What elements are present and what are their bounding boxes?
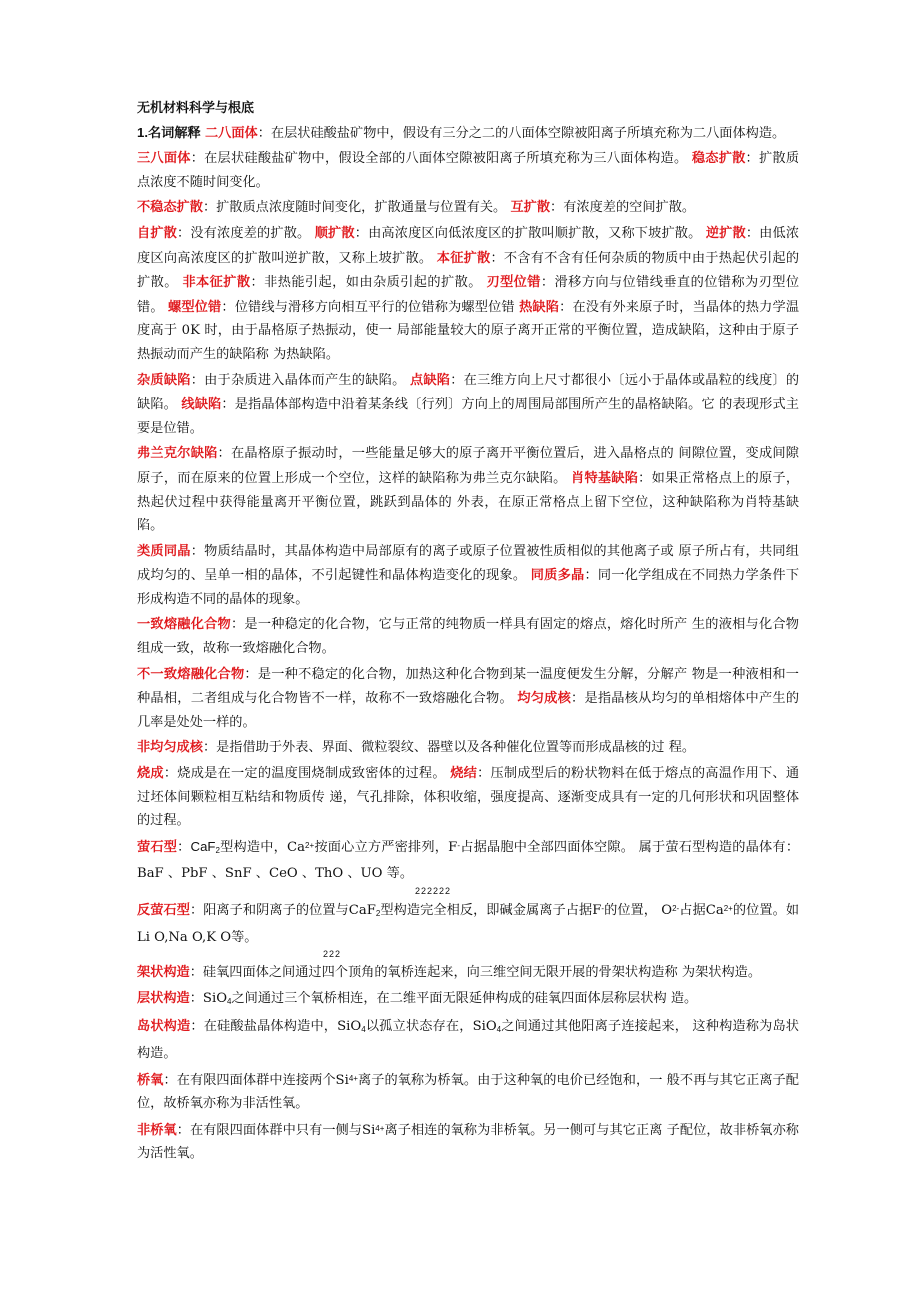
definition: ：在晶格原子振动时，一些能量足够大的原子离开平衡位置后，进入晶格点的 间隙位置，变成间隙原子，而在原来的位置上形成一个空位，这样的缺陷称为弗兰克尔缺陷。 (137, 446, 799, 486)
term: 非本征扩散 (182, 274, 251, 290)
term: 三八面体 (137, 150, 191, 166)
entry-paragraph (137, 735, 799, 760)
definition: ：非热能引起，如由杂质引起的扩散。 (250, 275, 482, 291)
subscript: 2 (215, 845, 220, 855)
term: 非均匀成核 (137, 739, 203, 755)
term: 热缺陷 (519, 298, 560, 314)
definition: 的位置。如Li O,Na O,K O等。 (137, 903, 800, 945)
definition: ：SiO (189, 990, 228, 1006)
term: 反萤石型 (137, 902, 190, 917)
entry-paragraph (137, 986, 799, 1014)
entry-paragraph (137, 960, 799, 985)
definition: ：在硅酸盐晶体构造中，SiO (190, 1019, 362, 1035)
definition: 以孤立状态存在，SiO (365, 1019, 497, 1035)
term: 点缺陷 (409, 371, 451, 387)
term: 均匀成核 (517, 690, 572, 706)
entry-paragraph (137, 146, 799, 194)
term: 逆扩散 (705, 224, 746, 240)
definition: ：如果正常格点上的原子，热起伏过程中获得能量离开平衡位置，跳跃到晶体的 外表，在原正常格点上留下空位，这种缺陷称为肖特基缺陷。 (137, 470, 800, 534)
term: 本征扩散 (436, 249, 491, 265)
definition: ：是指晶体部构造中沿着某条线〔行列〕方向上的周围局部围所产生的晶格缺陷。它 的表现形式主要是位错。 (137, 397, 799, 436)
entry-paragraph (137, 897, 799, 959)
term: 杂质缺陷 (137, 371, 191, 387)
definition: ：在三维方向上尺寸都很小〔远小于晶体或晶粒的线度〕的缺陷。 (137, 372, 800, 413)
definition: ：在没有外来原子时，当晶体的热力学温度高于 0K 时，由于晶格原子热振动，使一 局部能量较大的原子离开正常的平衡位置，造成缺陷，这种由于原子热振动而产生的缺陷称 为热缺陷。 (137, 299, 800, 362)
entry-paragraph (137, 761, 799, 833)
document-body (137, 96, 799, 1166)
definition: ：是一种不稳定的化合物，加热这种化合物到某一温度便发生分解，分解产 物是一种液相和一种晶相，二者组成与化合物皆不一样，故称不一致熔融化合物。 (137, 666, 799, 707)
entry-paragraph (137, 221, 799, 367)
superscript: - (601, 904, 605, 913)
term: 刃型位错 (486, 274, 541, 290)
definition: ：在有限四面体群中连接两个Si (163, 1072, 349, 1088)
superscript: - (457, 840, 460, 850)
term: 肖特基缺陷 (571, 469, 639, 485)
superscript: 4+ (375, 1123, 385, 1133)
definition: ：不含有不含有任何杂质的物质中由于热起伏引起的扩散。 (137, 250, 800, 291)
term: 二八面体 (204, 124, 258, 140)
subscript-row: 222 (323, 949, 342, 960)
subscript: 4 (227, 996, 232, 1006)
subscript: 4 (361, 1025, 366, 1035)
entry-paragraph (137, 662, 799, 735)
definition: ：扩散质点浓度随时间变化，扩散通量与位置有关。 (202, 200, 507, 216)
term: 不稳态扩散 (137, 199, 203, 215)
term: 桥氧 (137, 1071, 164, 1087)
term: 萤石型 (137, 838, 178, 854)
term: 烧结 (450, 765, 478, 781)
definition: 的位置， O (604, 903, 673, 918)
definition: ：是一种稳定的化合物，它与正常的纯物质一样具有固定的熔点，熔化时所产 生的液相与化合物组成一致，故称一致熔融化合物。 (137, 617, 799, 657)
definition: ：同一化学组成在不同热力学条件下形成构造不同的晶体的现象。 (137, 568, 800, 607)
entry-paragraph (137, 121, 799, 146)
term: 类质同晶 (137, 542, 191, 558)
term: 不一致熔融化合物 (137, 665, 245, 681)
definition: 之间通过其他阳离子连接起来， 这种构造称为岛状构造。 (137, 1019, 799, 1061)
term: 互扩散 (510, 199, 551, 215)
definition: ：烧成是在一定的温度围烧制成致密体的过程。 (163, 766, 446, 782)
subscript-row: 222222 (415, 886, 452, 896)
term: 一致熔融化合物 (137, 616, 231, 632)
entry-paragraph (137, 195, 799, 220)
term: 线缺陷 (181, 396, 222, 412)
definition: ：扩散质点浓度不随时间变化。 (137, 151, 800, 190)
definition: ：在层状硅酸盐矿物中，假设有三分之二的八面体空隙被阳离子所填充称为二八面体构造。 (257, 125, 786, 141)
entry-paragraph (137, 1117, 799, 1166)
definition: 之间通过三个氧桥相连，在二维平面无限延伸构成的硅氧四面体层称层状构 造。 (231, 990, 698, 1006)
term: 烧成 (137, 765, 164, 781)
entry-paragraph (137, 1067, 799, 1116)
entry-paragraph (137, 612, 799, 660)
term: 架状构造 (137, 964, 190, 980)
term: 同质多晶 (530, 567, 585, 583)
definition: ：有浓度差的空间扩散。 (550, 200, 696, 216)
definition: 型构造完全相反，即碱金属离子占据F (380, 903, 602, 918)
entry-paragraph (137, 1014, 799, 1065)
entry-paragraph (137, 834, 799, 896)
subscript: 2 (375, 909, 381, 918)
document-title: 无机材料科学与根底 (137, 100, 255, 115)
definition: ：在有限四面体群中只有一侧与Si (176, 1122, 376, 1138)
superscript: 2+ (723, 904, 733, 913)
term: 岛状构造 (137, 1018, 191, 1034)
definition: ：是指晶核从均匀的单相熔体中产生的几率是处处一样的。 (137, 691, 800, 730)
definition: 占据Ca (679, 903, 724, 918)
section-heading: 1.名词解释 (137, 124, 201, 140)
superscript: 4+ (348, 1073, 358, 1083)
definition: ：CaF (177, 838, 216, 854)
entry-paragraph (137, 441, 799, 537)
definition: ：是指借助于外表、界面、微粒裂纹、器壁以及各种催化位置等而形成晶核的过 程。 (202, 740, 696, 756)
definition: ：由高浓度区向低浓度区的扩散叫顺扩散，又称下坡扩散。 (354, 225, 702, 241)
superscript: 2- (672, 904, 680, 913)
definition: ：压制成型后的粉状物料在低于熔点的高温作用下、通过坯体间颗粒相互粘结和物质传 递，气孔排除，体积收缩，强度提高、逐渐变成具有一定的几何形状和巩固整体的过程。 (137, 766, 800, 829)
definition: ：位错线与滑移方向相互平行的位错称为螺型位错 (221, 299, 515, 315)
definition: 离子相连的氧称为非桥氧。另一侧可与其它正离 子配位，故非桥氧亦称为活性氧。 (137, 1122, 799, 1162)
definition: ：滑移方向与位错线垂直的位错称为刃型位错。 (137, 275, 800, 315)
term: 层状构造 (137, 989, 190, 1005)
definition: 按面心立方严密排列，F (314, 839, 458, 855)
entry-paragraph (137, 368, 799, 441)
definition: ：阳离子和阴离子的位置与CaF (189, 903, 376, 918)
definition: 型构造中，Ca (219, 839, 305, 855)
term: 弗兰克尔缺陷 (137, 445, 218, 461)
definition: ：物质结晶时，其晶体构造中局部原有的离子或原子位置被性质相似的其他离子或 原子所占有，共同组成均匀的、呈单一相的晶体，不引起键性和晶体构造变化的现象。 (137, 543, 799, 584)
definition: 离子的氧称为桥氧。由于这种氧的电价已经饱和，一 般不再与其它正离子配位，故桥氧亦称为非活性氧。 (137, 1072, 799, 1112)
term: 非桥氧 (137, 1121, 177, 1137)
definition: ：由于杂质进入晶体而产生的缺陷。 (190, 372, 406, 388)
entry-paragraph (137, 539, 799, 612)
definition: ：在层状硅酸盐矿物中，假设全部的八面体空隙被阳离子所填充称为三八面体构造。 (190, 151, 688, 167)
term: 稳态扩散 (691, 150, 746, 166)
definition: ：硅氧四面体之间通过四个顶角的氧桥连起来，向三维空间无限开展的骨架状构造称 为架状构造。 (189, 965, 762, 981)
superscript: 2+ (305, 840, 315, 850)
term: 螺型位错 (168, 298, 222, 314)
subscript: 4 (496, 1025, 502, 1035)
term: 顺扩散 (314, 224, 355, 240)
definition: ：由低浓度区向高浓度区的扩散叫逆扩散，又称上坡扩散。 (137, 225, 800, 266)
definition: 占据晶胞中全部四面体空隙。 属于萤石型构造的晶体有： BaF 、PbF 、SnF 、CeO 、ThO 、UO 等。 (137, 839, 800, 882)
definition: ：没有浓度差的扩散。 (177, 225, 311, 241)
term: 自扩散 (137, 224, 178, 240)
